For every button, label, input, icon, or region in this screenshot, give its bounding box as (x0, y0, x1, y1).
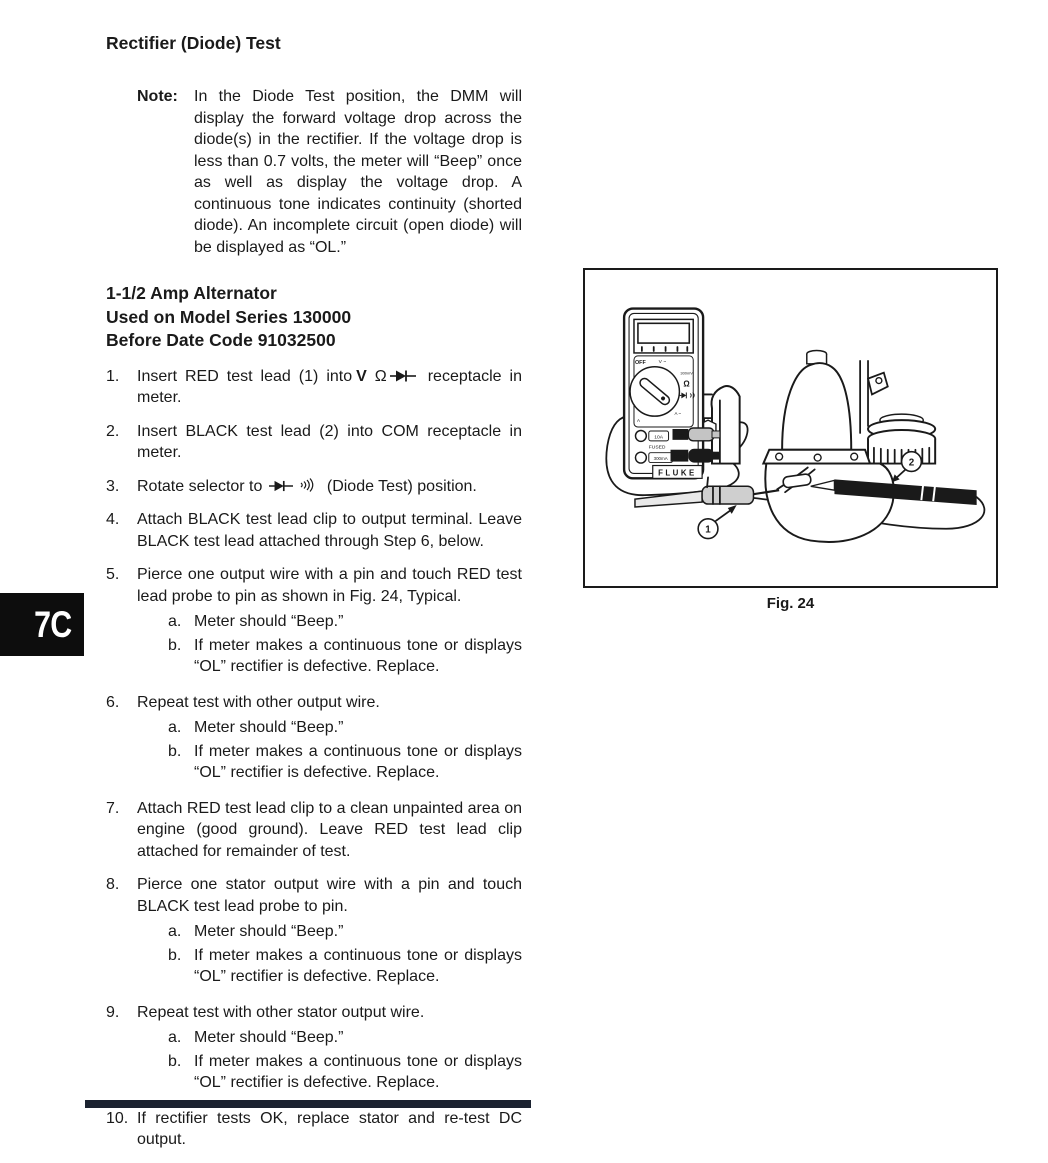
step-text: Repeat test with other output wire. (137, 693, 380, 711)
figure-illustration (585, 270, 996, 586)
svg-text:COM: COM (673, 455, 686, 461)
volt-ohm-diode-symbol: V Ω (356, 368, 416, 385)
step-text: Repeat test with other stator output wire. (137, 1003, 425, 1021)
substep-item: a. Meter should “Beep.” (168, 923, 344, 940)
step-item-10 (106, 1108, 522, 1151)
step-number: 10. (106, 1109, 129, 1127)
substep-list (168, 921, 522, 988)
step-number: 8. (106, 876, 120, 893)
meter-display (638, 323, 689, 343)
substep-item: b. If meter makes a continuous tone or displays “OL” rectifier is defective. Replace. (168, 742, 522, 781)
footer-bar (85, 1100, 531, 1108)
note-block (137, 86, 522, 258)
substep-list (168, 1027, 522, 1094)
diode-icon (390, 369, 416, 383)
step-text: Pierce one stator output wire with a pin and touch BLACK test lead probe to pin. (137, 876, 522, 915)
meter-aac-label: A ~ (674, 411, 682, 417)
section-heading (106, 282, 522, 353)
svg-text:2: 2 (908, 457, 915, 469)
step-text: Insert RED test lead (1) into V Ω receptacle in meter. (137, 367, 522, 406)
procedure-list (106, 366, 522, 1151)
substep-item: a. Meter should “Beep.” (168, 1029, 344, 1046)
diode-icon (269, 479, 293, 493)
step-number: 2. (106, 422, 120, 440)
meter-jack-10a (635, 430, 646, 441)
heading-line-1: 1-1/2 Amp Alternator (106, 283, 277, 303)
callout-1 (698, 505, 737, 539)
substep-list (168, 717, 522, 784)
section-tab-label: 7C (33, 603, 71, 645)
heading-line-2: Used on Model Series 130000 (106, 306, 352, 327)
svg-text:300mA: 300mA (653, 456, 668, 462)
figure-caption: Fig. 24 (766, 595, 815, 612)
step-item-1 (106, 366, 522, 409)
step-number: 5. (106, 566, 120, 583)
diode-beeper-symbol (266, 478, 318, 495)
substep-item: a. Meter should “Beep.” (168, 719, 344, 736)
red-test-probe (635, 477, 779, 507)
note-text: In the Diode Test position, the DMM will display the forward voltage drop across the diode(s) in the rectifier. If the voltage drop is less than 0.7 volts, the meter will “Beep” once as well as display the voltage drop. A continuous tone indicates continuity (shorted diode). An incomplete circuit (open diode) will be displayed as “OL.” (194, 88, 522, 256)
red-lead-plug (688, 428, 714, 441)
meter-ohm-label: Ω (683, 379, 690, 389)
svg-text:VΩ: VΩ (676, 433, 684, 439)
step-item-4 (106, 509, 522, 552)
step-item-9 (106, 1002, 522, 1096)
page-title: Rectifier (Diode) Test (106, 33, 281, 53)
meter-off-label: OFF (634, 359, 646, 366)
step-item-6 (106, 692, 522, 786)
substep-list (168, 611, 522, 678)
step-number: 6. (106, 693, 120, 711)
svg-text:1: 1 (705, 524, 711, 536)
black-lead-plug (688, 449, 714, 463)
fluke-brand-label: FLUKE (658, 468, 697, 478)
meter-adc-label: A (636, 418, 640, 424)
meter-jack-300ma (635, 452, 646, 463)
step-text: Attach RED test lead clip to a clean unpainted area on engine (good ground). Leave RED test lead clip attached for remainder of test. (137, 799, 522, 860)
step-text: Insert BLACK test lead (2) into COM receptacle in meter. (137, 422, 522, 461)
step-item-3 (106, 476, 522, 498)
step-number: 3. (106, 477, 120, 495)
note-label: Note: (137, 88, 178, 105)
substep-item: b. If meter makes a continuous tone or displays “OL” rectifier is defective. Replace. (168, 1052, 522, 1091)
meter-mv-label: 300mV (680, 370, 693, 376)
text-column (106, 33, 522, 1163)
step-number: 9. (106, 1003, 120, 1021)
meter-fused-label: FUSED (648, 445, 666, 451)
multimeter-illustration (624, 309, 720, 479)
step-item-7 (106, 798, 522, 863)
step-number: 1. (106, 367, 120, 385)
substep-item: b. If meter makes a continuous tone or displays “OL” rectifier is defective. Replace. (168, 636, 522, 675)
engine-illustration (673, 350, 935, 541)
step-text: Pierce one output wire with a pin and touch RED test lead probe to pin as shown in Fig. 24, Typical. (137, 566, 522, 605)
section-tab-7c (0, 593, 84, 656)
figure-box (583, 268, 998, 588)
beeper-icon (298, 477, 318, 493)
step-number: 4. (106, 511, 120, 528)
heading-line-3: Before Date Code 91032500 (106, 330, 336, 350)
substep-item: b. If meter makes a continuous tone or displays “OL” rectifier is defective. Replace. (168, 946, 522, 985)
step-text: Rotate selector to (Diode Test) position. (137, 477, 477, 495)
step-text: If rectifier tests OK, replace stator and re-test DC output. (137, 1109, 522, 1148)
step-item-8 (106, 874, 522, 990)
step-number: 7. (106, 799, 120, 817)
step-item-2 (106, 421, 522, 464)
step-item-5 (106, 564, 522, 680)
substep-item: a. Meter should “Beep.” (168, 613, 344, 630)
svg-text:10A: 10A (654, 435, 664, 441)
step-text: Attach BLACK test lead clip to output terminal. Leave BLACK test lead attached through Step 6, below. (137, 511, 522, 550)
meter-vac-label: V ~ (658, 359, 667, 365)
